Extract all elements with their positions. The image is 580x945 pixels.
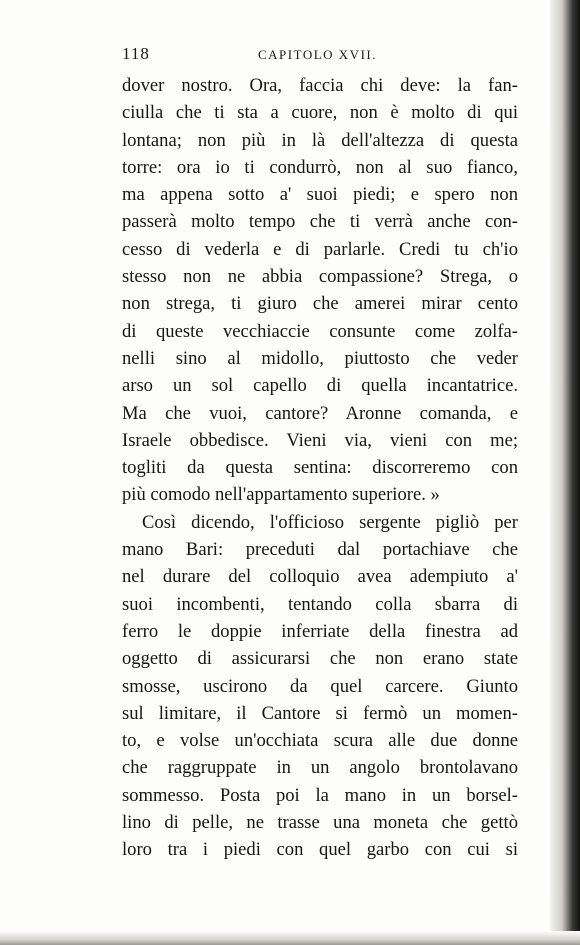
text-line: oggetto di assicurarsi che non erano state [122,648,518,670]
text-line: mano Bari: preceduti dal portachiave che [122,539,518,561]
text-line: torre: ora io ti condurrò, non al suo fianco, [122,156,518,178]
text-line: stesso non ne abbia compassione? Strega, o [122,266,518,288]
running-head: CAPITOLO XVII. [258,47,377,62]
text-line: ciulla che ti sta a cuore, non è molto di qui [122,102,518,124]
text-line: non strega, ti giuro che amerei mirar cento [122,293,518,315]
text-line: Ma che vuoi, cantore? Aronne comanda, e [122,402,518,424]
text-line: ferro le doppie inferriate della finestra ad [122,620,518,642]
text-line: loro tra i piedi con quel garbo con cui si [122,839,518,861]
text-line: lino di pelle, ne trasse una moneta che gettò [122,812,518,834]
text-line: suoi incombenti, tentando colla sbarra di [122,593,518,615]
text-line: togliti da questa sentina: discorreremo con [122,457,518,479]
text-line: cesso di vederla e di parlarle. Credi tu ch'io [122,238,518,260]
page-bottom-edge [0,931,580,945]
page-header [122,44,522,66]
text-line: dover nostro. Ora, faccia chi deve: la fan- [122,75,518,96]
text-line: di queste vecchiaccie consunte come zolfa- [122,320,518,342]
text-line: passerà molto tempo che ti verrà anche con- [122,211,518,233]
body-text [122,72,518,864]
book-spine-shadow [550,0,580,945]
text-line: lontana; non più in là dell'altezza di questa [122,129,518,151]
text-line: sul limitare, il Cantore si fermò un momen- [122,702,518,724]
text-line: Israele obbedisce. Vieni via, vieni con me; [122,429,518,451]
text-line: sommesso. Posta poi la mano in un borsel- [122,784,518,806]
text-line-paragraph-start: Così dicendo, l'officioso sergente pigliò per [142,511,518,533]
text-line: ma appena sotto a' suoi piedi; e spero non [122,184,518,206]
text-line: arso un sol capello di quella incantatrice. [122,375,518,397]
text-line: to, e volse un'occhiata scura alle due donne [122,730,518,752]
text-line: che raggruppate in un angolo brontolavano [122,757,518,779]
text-line: smosse, uscirono da quel carcere. Giunto [122,675,518,697]
page-number: 118 [122,44,150,63]
text-line-paragraph-end: più comodo nell'appartamento superiore. » [122,484,440,506]
text-line: nelli sino al midollo, piuttosto che veder [122,347,518,369]
text-line: nel durare del colloquio avea adempiuto a' [122,566,518,588]
